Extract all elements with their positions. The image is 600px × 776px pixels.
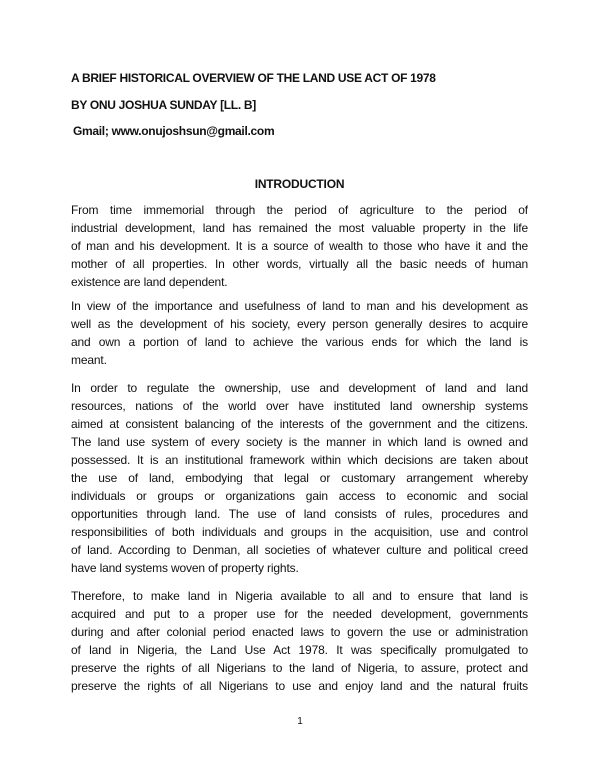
text-line: mother of all properties. In other words, virtually all the basic needs of human <box>71 257 528 271</box>
text-line: From time immemorial through the period of agriculture to the period of <box>71 203 528 217</box>
text-line: and own a portion of land to achieve the various ends for which the land is <box>71 335 528 349</box>
text-line: of man and his development. It is a source of wealth to those who have it and the <box>71 239 528 253</box>
text-line: In order to regulate the ownership, use and development of land and land <box>71 381 528 395</box>
text-line: possessed. It is an institutional framework within which decisions are taken about <box>71 453 528 467</box>
author-contact: Gmail; www.onujoshsun@gmail.com <box>73 124 275 138</box>
text-line: aimed at consistent balancing of the interests of the government and the citizens. <box>71 417 528 431</box>
text-line: meant. <box>71 353 107 367</box>
text-line: preserve the rights of all Nigerians to use and enjoy land and the natural fruits <box>71 679 528 693</box>
text-line: acquired and put to a proper use for the needed development, governments <box>71 607 528 621</box>
paragraph <box>71 297 528 369</box>
text-line: The land use system of every society is the manner in which land is owned and <box>71 435 528 449</box>
text-line: Therefore, to make land in Nigeria available to all and to ensure that land is <box>71 589 528 603</box>
text-line: existence are land dependent. <box>71 275 228 289</box>
text-line: In view of the importance and usefulness of land to man and his development as <box>71 299 528 313</box>
text-line: industrial development, land has remained the most valuable property in the life <box>71 221 528 235</box>
text-line: of land in Nigeria, the Land Use Act 1978. It was specifically promulgated to <box>71 643 528 657</box>
paragraph <box>71 587 528 695</box>
text-line: have land systems woven of property rights. <box>71 561 299 575</box>
text-line: during and after colonial period enacted laws to govern the use or administration <box>71 625 528 639</box>
text-line: opportunities through land. The use of land consists of rules, procedures and <box>71 507 528 521</box>
text-line: responsibilities of both individuals and groups in the acquisition, use and control <box>71 525 528 539</box>
text-line: of land. According to Denman, all societies of whatever culture and political creed <box>71 543 528 557</box>
author-byline: BY ONU JOSHUA SUNDAY [LL. B] <box>71 98 256 112</box>
text-line: the use of land, embodying that legal or customary arrangement whereby <box>71 471 528 485</box>
text-line: individuals or groups or organizations gain access to economic and social <box>71 489 528 503</box>
section-heading: INTRODUCTION <box>254 177 345 191</box>
text-line: resources, nations of the world over have instituted land ownership systems <box>71 399 528 413</box>
document-title: A BRIEF HISTORICAL OVERVIEW OF THE LAND USE ACT OF 1978 <box>71 71 436 85</box>
paragraph <box>71 201 528 291</box>
text-line: well as the development of his society, every person generally desires to acquire <box>71 317 528 331</box>
text-line: preserve the rights of all Nigerians to the land of Nigeria, to assure, protect and <box>71 661 528 675</box>
page-number: 1 <box>297 716 303 727</box>
paragraph <box>71 379 528 577</box>
